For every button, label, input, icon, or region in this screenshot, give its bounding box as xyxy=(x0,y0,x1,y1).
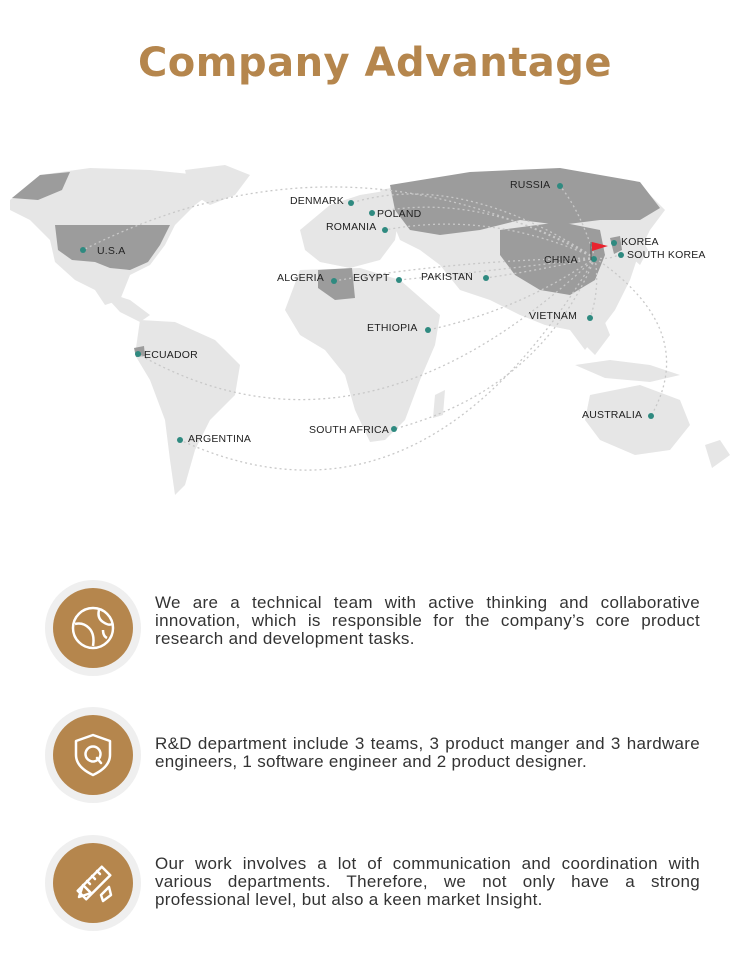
label-russia: RUSSIA xyxy=(510,179,551,191)
feature-badge xyxy=(45,707,141,803)
marker-vietnam xyxy=(587,315,593,321)
label-korea: KOREA xyxy=(621,236,659,248)
feature-text: R&D department include 3 teams, 3 product manger and 3 hardware engineers, 1 software engineer and 2 product designer. xyxy=(155,734,700,771)
feature-communication xyxy=(45,835,705,935)
shield-q-icon xyxy=(69,731,117,779)
new-zealand-land xyxy=(705,440,730,468)
world-map xyxy=(0,150,750,510)
africa-land xyxy=(285,268,440,442)
label-pakistan: PAKISTAN xyxy=(421,271,473,283)
label-denmark: DENMARK xyxy=(290,195,344,207)
pencil-ruler-icon xyxy=(69,859,117,907)
globe-icon xyxy=(69,604,117,652)
marker-argentina xyxy=(177,437,183,443)
marker-egypt xyxy=(396,277,402,283)
marker-china xyxy=(591,256,597,262)
label-algeria: ALGERIA xyxy=(277,272,324,284)
feature-text: Our work involves a lot of communication and coordination with various departments. Therefore, we not only have a strong professional level, but also a keen market Insight. xyxy=(155,854,700,909)
marker-korea xyxy=(611,240,617,246)
label-australia: AUSTRALIA xyxy=(582,409,643,421)
label-south-korea: SOUTH KOREA xyxy=(627,249,706,261)
marker-usa xyxy=(80,247,86,253)
marker-romania xyxy=(382,227,388,233)
label-ethiopia: ETHIOPIA xyxy=(367,322,418,334)
label-vietnam: VIETNAM xyxy=(529,310,578,322)
marker-south-africa xyxy=(391,426,397,432)
indonesia-land xyxy=(575,360,680,382)
feature-rd-department xyxy=(45,707,705,807)
label-ecuador: ECUADOR xyxy=(144,349,198,361)
marker-russia xyxy=(557,183,563,189)
marker-pakistan xyxy=(483,275,489,281)
label-argentina: ARGENTINA xyxy=(188,433,252,445)
label-egypt: EGYPT xyxy=(353,272,390,284)
marker-south-korea xyxy=(618,252,624,258)
marker-algeria xyxy=(331,278,337,284)
label-poland: POLAND xyxy=(377,208,422,220)
page-title: Company Advantage xyxy=(137,40,613,86)
feature-text: We are a technical team with active thinking and collaborative innovation, which is responsible for the company’s core product research and development tasks. xyxy=(155,593,700,648)
feature-badge xyxy=(45,835,141,931)
marker-denmark xyxy=(348,200,354,206)
south-america-land xyxy=(135,320,240,495)
central-america-land xyxy=(100,290,150,322)
marker-ecuador xyxy=(135,351,141,357)
feature-badge xyxy=(45,580,141,676)
label-south-africa: SOUTH AFRICA xyxy=(309,424,389,436)
feature-team xyxy=(45,580,705,680)
label-china: CHINA xyxy=(544,254,578,266)
marker-australia xyxy=(648,413,654,419)
marker-poland xyxy=(369,210,375,216)
label-usa: U.S.A xyxy=(97,245,126,257)
marker-ethiopia xyxy=(425,327,431,333)
label-romania: ROMANIA xyxy=(326,221,377,233)
